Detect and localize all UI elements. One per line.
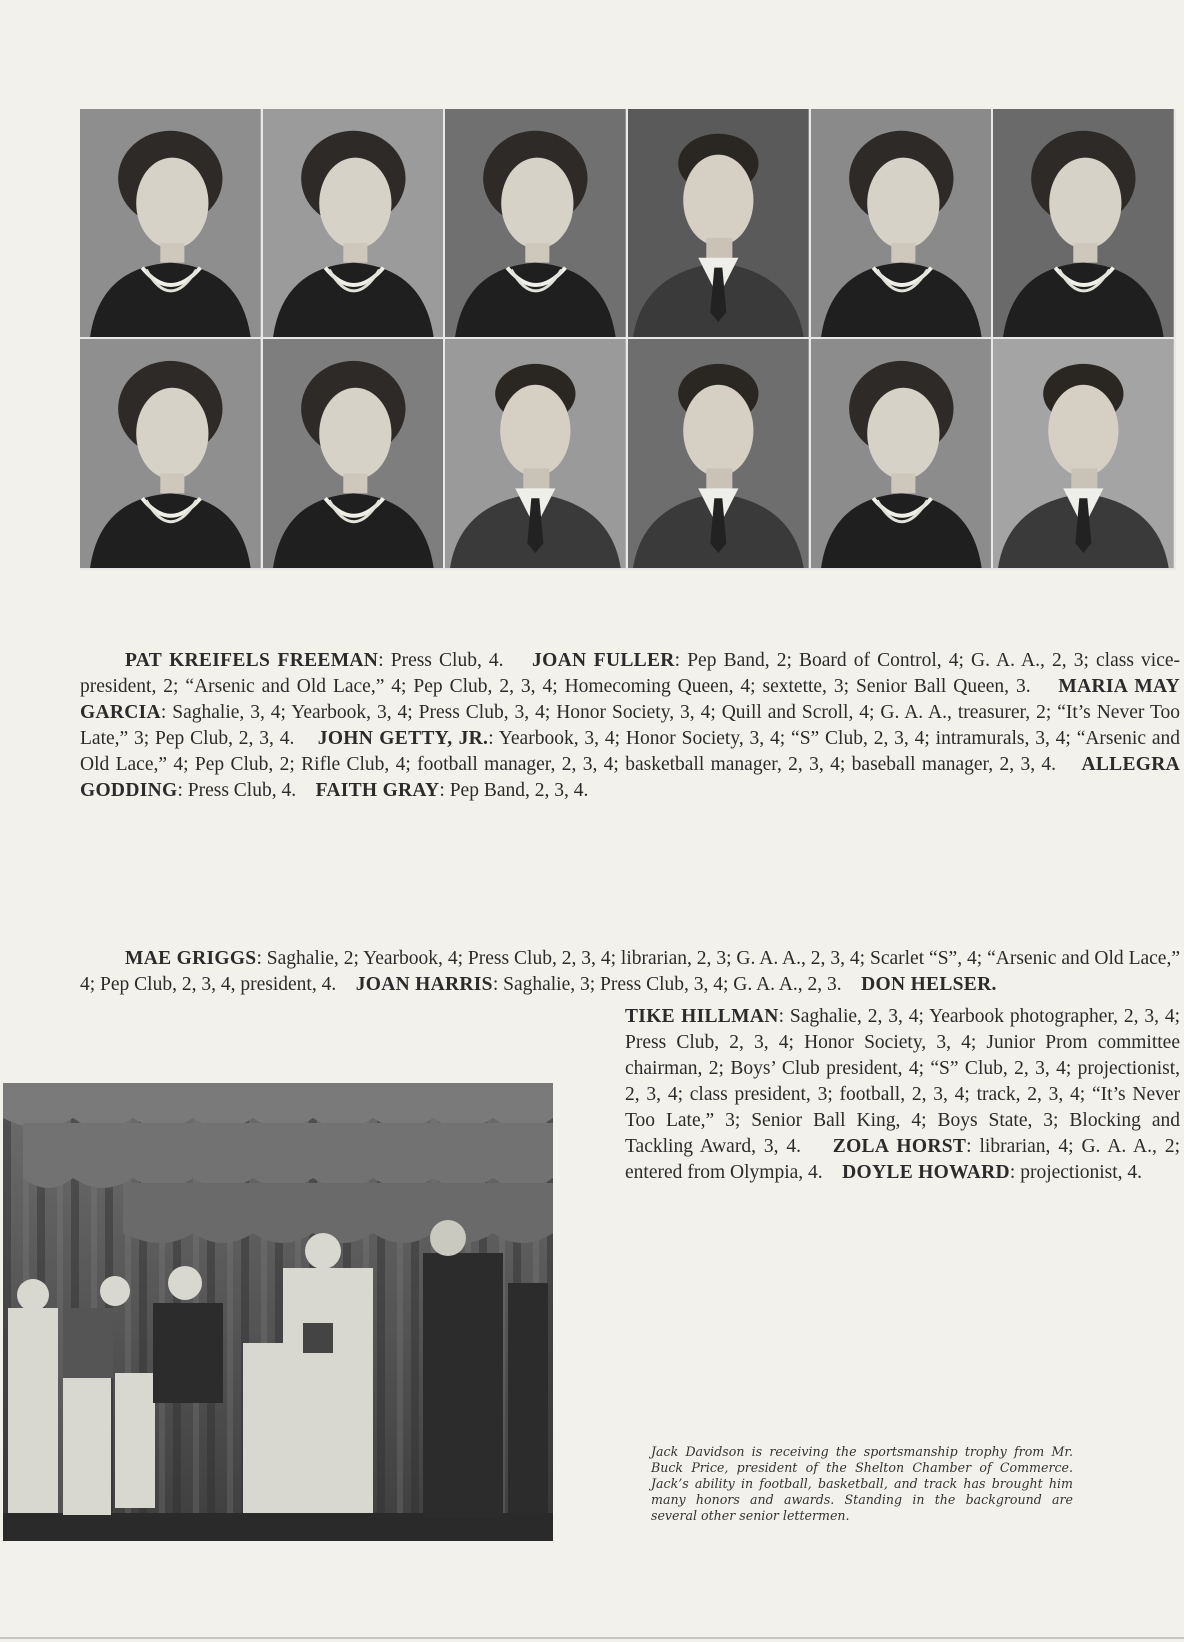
photo-caption: Jack Davidson is receiving the sportsmanship trophy from Mr. Buck Price, president of the Shelton Chamber of Commerce. Jack’s ability in football, basketball, and track has brought him many honors and awards. Standing in the background are several other senior lettermen. — [651, 1444, 1073, 1523]
senior-name: JOAN FULLER — [532, 650, 675, 671]
senior-name: DOYLE HOWARD — [842, 1162, 1010, 1183]
senior-activities: : librarian, 4; G. A. A., 2; entered from Olympia, 4. — [625, 1136, 1180, 1183]
girl-portrait — [263, 109, 446, 339]
senior-name: MAE GRIGGS — [125, 948, 257, 969]
senior-activities: : Saghalie, 3; Press Club, 3, 4; G. A. A., 2, 3. — [492, 974, 842, 995]
senior-activities: : Press Club, 4. — [177, 780, 297, 801]
boy-portrait — [628, 339, 811, 570]
senior-name: PAT KREIFELS FREEMAN — [125, 650, 379, 671]
senior-name: FAITH GRAY — [315, 780, 440, 801]
trophy-presentation-photo — [3, 1083, 553, 1541]
girl-portrait — [811, 109, 994, 339]
girl-portrait — [80, 339, 263, 570]
boy-portrait — [993, 339, 1176, 570]
senior-activities: : Saghalie, 2, 3, 4; Yearbook photographer, 2, 3, 4; Press Club, 2, 3, 4; Honor Society, 3, 4; Junior Prom committee chairman, 2; Boys’ Club president, 4; “S” Club, 2, 3, 4; projectionist, 2, 3, 4; class president, 3; football, 2, 3, 4; track, 2, 3, 4; “It’s Never Too Late,” 3; Senior Ball King, 4; Boys State, 3; Blocking and Tackling Award, 3, 4. — [625, 1006, 1180, 1157]
senior-activities: : Saghalie, 3, 4; Yearbook, 3, 4; Press Club, 3, 4; Honor Society, 3, 4; Quill and Scroll, 4; G. A. A., treasurer, 2; “It’s Never Too Late,” 3; Pep Club, 2, 3, 4. — [80, 702, 1180, 749]
senior-name: DON HELSER. — [861, 974, 997, 995]
girl-portrait — [80, 109, 263, 339]
senior-name: JOAN HARRIS — [355, 974, 493, 995]
page-edge-line — [0, 1637, 1184, 1639]
senior-activities: : Press Club, 4. — [378, 650, 504, 671]
senior-activities: : Saghalie, 2; Yearbook, 4; Press Club, 2, 3, 4; librarian, 2, 3; G. A. A., 2, 3, 4; Scarlet “S”, 4; “Arsenic and Old Lace,” 4; Pep Club, 2, 3, 4, president, 4. — [80, 948, 1180, 995]
senior-name: TIKE HILLMAN — [625, 1006, 779, 1027]
senior-name: ZOLA HORST — [832, 1136, 967, 1157]
stage-photo-illustration — [3, 1083, 553, 1541]
senior-name: ALLEGRA GODDING — [80, 754, 1181, 801]
senior-bios-paragraph-2 — [80, 946, 1180, 998]
girl-portrait — [811, 339, 994, 570]
boy-portrait — [445, 339, 628, 570]
girl-portrait — [445, 109, 628, 339]
senior-activities: : projectionist, 4. — [1009, 1162, 1143, 1183]
senior-bios-paragraph-1 — [80, 648, 1180, 804]
boy-portrait — [628, 109, 811, 339]
senior-activities: : Yearbook, 3, 4; Honor Society, 3, 4; “S” Club, 2, 3, 4; intramurals, 3, 4; “Arsenic and Old Lace,” 4; Pep Club, 2; Rifle Club, 4; football manager, 2, 3, 4; basketball manager, 2, 3, 4; baseball manager, 2, 3, 4. — [80, 728, 1181, 775]
senior-portrait-grid — [80, 109, 1176, 570]
senior-activities: : Pep Band, 2; Board of Control, 4; G. A. A., 2, 3; class vice-president, 2; “Arsenic and Old Lace,” 4; Pep Club, 2, 3, 4; Homecoming Queen, 4; sextette, 3; Senior Ball Queen, 3. — [80, 650, 1180, 697]
girl-portrait — [993, 109, 1176, 339]
senior-activities: : Pep Band, 2, 3, 4. — [439, 780, 589, 801]
senior-name: MARIA MAY GARCIA — [80, 676, 1180, 723]
senior-bios-paragraph-2-continued — [625, 1004, 1180, 1186]
girl-portrait — [263, 339, 446, 570]
senior-name: JOHN GETTY, JR. — [317, 728, 489, 749]
